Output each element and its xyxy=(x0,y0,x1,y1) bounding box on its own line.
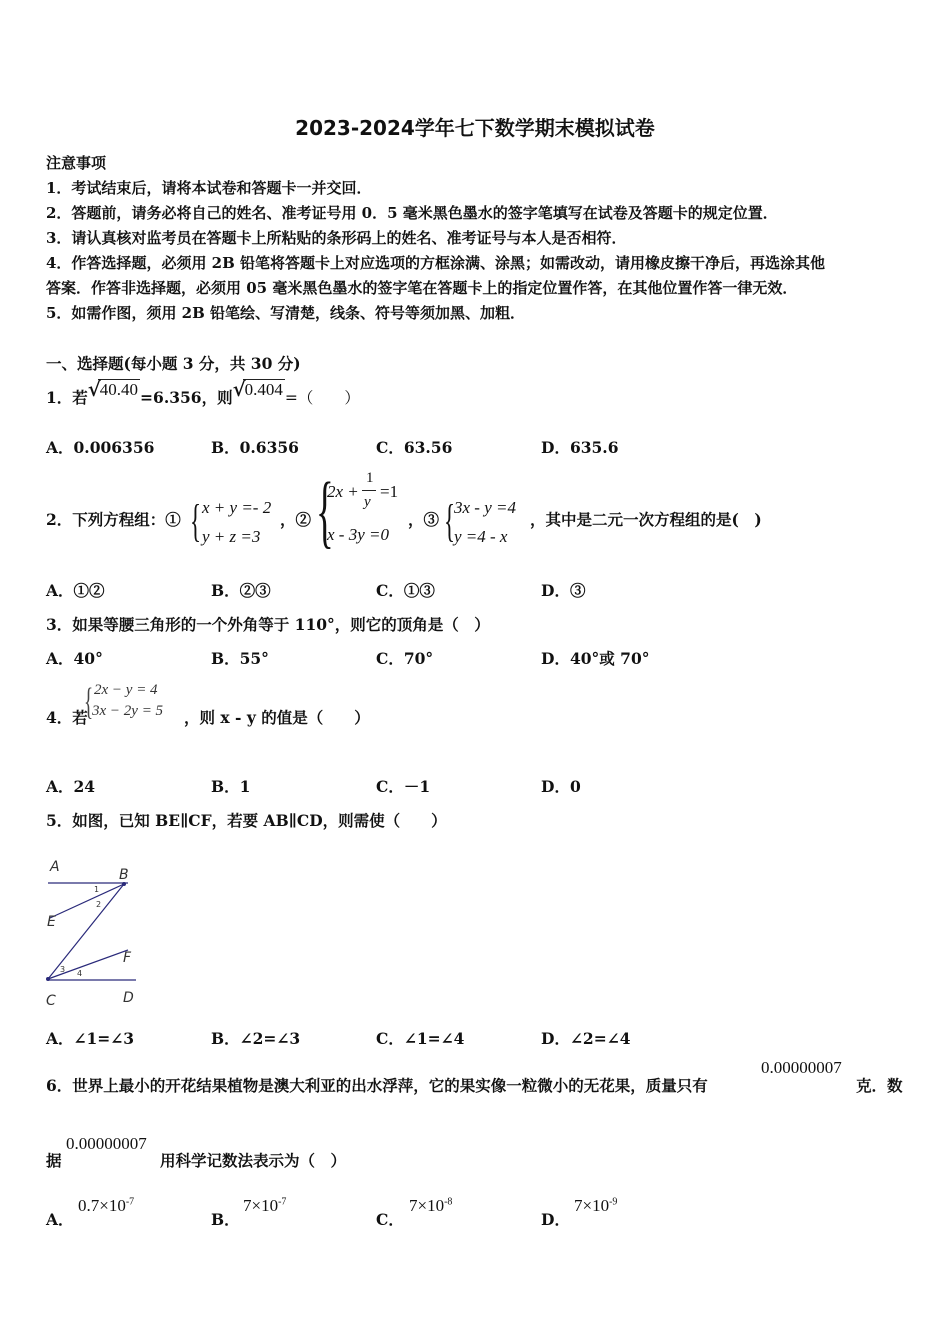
notice-item: 答案．作答非选择题，必须用 05 毫米黑色墨水的签字笔在答题卡上的指定位置作答，在其他位置作答一律无效． xyxy=(46,279,798,297)
fraction-denominator: y xyxy=(364,494,371,510)
notice-item: 3．请认真核对监考员在答题卡上所粘贴的条形码上的姓名、准考证号与本人是否相符． xyxy=(46,229,627,247)
q6-line2-end: 用科学记数法表示为（ ） xyxy=(160,1151,347,1170)
geometry-figure xyxy=(40,852,150,1012)
q5-option-d: D．∠2=∠4 xyxy=(541,1029,631,1048)
q2-sys2-eq2: x - 3y =0 xyxy=(327,525,389,544)
q6-option-c-letter: C． xyxy=(376,1210,404,1229)
notice-item: 4．作答选择题，必须用 2B 铅笔将答题卡上对应选项的方框涂满、涂黑；如需改动，请用橡皮擦干净后，再选涂其他 xyxy=(46,254,826,272)
q5-option-b: B．∠2=∠3 xyxy=(211,1029,301,1048)
q4-option-c: C．－1 xyxy=(376,777,431,796)
question-3: 3．如果等腰三角形的一个外角等于 110°，则它的顶角是（ ） xyxy=(46,615,490,634)
brace: { xyxy=(444,495,456,546)
question-1 xyxy=(46,377,360,408)
q6-line1-end: 克．数 xyxy=(856,1076,903,1095)
q6-number-1: 0.00000007 xyxy=(761,1058,842,1077)
q2-sep3: ，③ xyxy=(408,510,440,529)
notice-item: 1．考试结束后，请将本试卷和答题卡一并交回． xyxy=(46,179,372,197)
q1-option-a: A．0.006356 xyxy=(46,438,155,457)
sqrt-0-404: √ 0.404 xyxy=(232,377,283,401)
sqrt-40-40: √ 40.40 xyxy=(87,377,139,401)
label-f: F xyxy=(123,950,132,966)
q3-option-a: A．40° xyxy=(46,649,103,668)
label-e: E xyxy=(47,914,56,930)
q3-option-b: B．55° xyxy=(211,649,269,668)
q2-sys3-eq2: y =4 - x xyxy=(454,527,508,546)
q2-suffix: ，其中是二元一次方程组的是( ) xyxy=(530,510,762,529)
fraction-numerator: 1 xyxy=(366,470,374,486)
q4-sys-eq1: 2x − y = 4 xyxy=(94,682,158,698)
q6-line1: 6．世界上最小的开花结果植物是澳大利亚的出水浮萍，它的果实像一粒微小的无花果，质量只有 xyxy=(46,1076,708,1095)
label-a: A xyxy=(50,859,60,875)
q6-option-b-value: $7\times 10^{-7}$ xyxy=(243,1196,287,1215)
q4-suffix: ，则 x - y 的值是（ ） xyxy=(184,708,370,727)
q2-option-a: A．①② xyxy=(46,581,105,600)
q2-sys2-eq1a: 2x + xyxy=(327,482,359,501)
angle-label-4: 4 xyxy=(77,969,83,978)
q1-prefix: 1．若 xyxy=(46,388,88,407)
q2-sys2-eq1b: =1 xyxy=(380,482,399,501)
label-d: D xyxy=(123,990,134,1006)
q2-option-d: D．③ xyxy=(541,581,586,600)
question-5: 5．如图，已知 BE∥CF，若要 AB∥CD，则需使（ ） xyxy=(46,811,447,830)
notice-heading: 注意事项 xyxy=(46,154,107,172)
q2-option-b: B．②③ xyxy=(211,581,271,600)
q4-option-d: D．0 xyxy=(541,777,581,796)
angle-label-1: 1 xyxy=(94,885,100,894)
q1-suffix: =（ ） xyxy=(284,389,360,407)
q2-sys1-eq2: y + z =3 xyxy=(202,527,261,546)
q6-number-2: 0.00000007 xyxy=(66,1134,147,1153)
q3-option-c: C．70° xyxy=(376,649,434,668)
brace: { xyxy=(190,495,202,546)
q2-sys3-eq1: 3x - y =4 xyxy=(454,498,516,517)
angle-label-3: 3 xyxy=(60,965,66,974)
label-b: B xyxy=(119,867,129,883)
q5-option-a: A．∠1=∠3 xyxy=(46,1029,135,1048)
q6-option-a-letter: A． xyxy=(46,1210,74,1229)
q5-option-c: C．∠1=∠4 xyxy=(376,1029,465,1048)
q4-option-a: A．24 xyxy=(46,777,96,796)
q2-sys1-eq1: x + y =- 2 xyxy=(202,498,272,517)
page-title: 2023-2024学年七下数学期末模拟试卷 xyxy=(295,116,655,140)
q6-option-b-letter: B． xyxy=(211,1210,240,1229)
section-heading: 一、选择题(每小题 3 分，共 30 分) xyxy=(46,354,301,373)
q1-mid: =6.356，则 xyxy=(140,388,233,407)
q6-option-d-value: $7\times 10^{-9}$ xyxy=(574,1196,618,1215)
fraction-bar xyxy=(362,490,376,491)
brace: { xyxy=(316,465,334,556)
q4-option-b: B．1 xyxy=(211,777,251,796)
q2-prefix: 2．下列方程组：① xyxy=(46,510,181,529)
q1-option-d: D．635.6 xyxy=(541,438,619,457)
q4-prefix: 4．若 xyxy=(46,708,88,727)
q6-option-a-value: $0.7\times 10^{-7}$ xyxy=(78,1196,135,1215)
q3-option-d: D．40°或 70° xyxy=(541,649,650,668)
angle-label-2: 2 xyxy=(96,900,102,909)
q1-option-c: C．63.56 xyxy=(376,438,453,457)
notice-item: 2．答题前，请务必将自己的姓名、准考证号用 0．5 毫米黑色墨水的签字笔填写在试卷及答题卡的规定位置． xyxy=(46,204,778,222)
q4-sys-eq2: 3x − 2y = 5 xyxy=(92,703,164,719)
q2-option-c: C．①③ xyxy=(376,581,435,600)
label-c: C xyxy=(46,993,56,1009)
brace: { xyxy=(84,681,94,723)
notice-item: 5．如需作图，须用 2B 铅笔绘、写清楚，线条、符号等须加黑、加粗． xyxy=(46,304,525,322)
q6-option-c-value: $7\times 10^{-8}$ xyxy=(409,1196,453,1215)
q1-option-b: B．0.6356 xyxy=(211,438,299,457)
q6-line2-start: 据 xyxy=(46,1151,62,1170)
q2-sep2: ，② xyxy=(280,510,312,529)
q6-option-d-letter: D． xyxy=(541,1210,570,1229)
